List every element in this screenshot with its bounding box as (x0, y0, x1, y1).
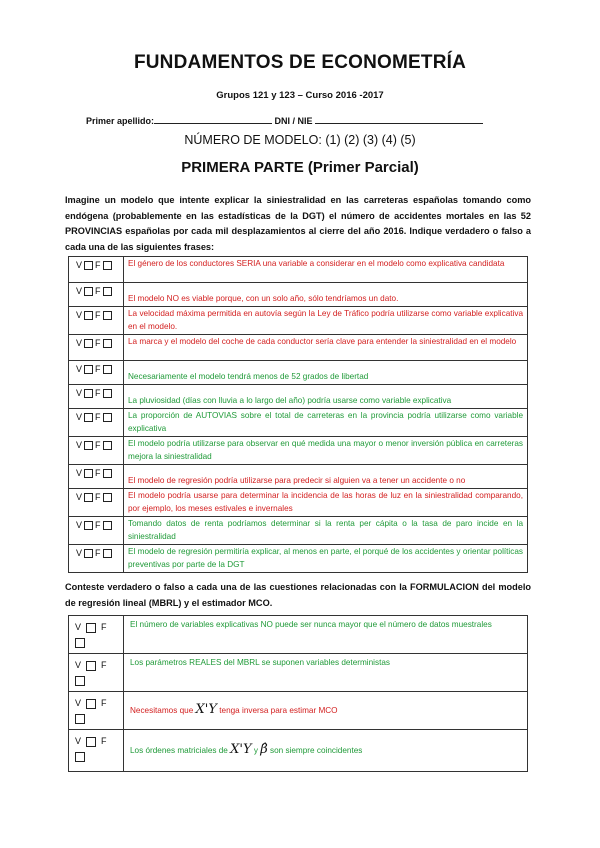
false-checkbox[interactable] (103, 261, 112, 270)
table-row (69, 283, 528, 307)
statement-text-content: La proporción de AUTOVIAS sobre el total de carreteras en la provincia podría utilizarse como variable explicativa (128, 411, 523, 433)
statement-text-content: La pluviosidad (días con lluvia a lo largo del año) podría usarse como variable explicativa (128, 395, 452, 405)
false-label: F (95, 440, 101, 450)
false-label: F (95, 338, 101, 348)
statement-text-content: El género de los conductores SERIA una variable a considerar en el modelo como explicativa candidata (128, 259, 505, 268)
statement-text (124, 654, 528, 692)
table-row (69, 517, 528, 545)
statement-text-content: Los parámetros REALES del MBRL se suponen variables deterministas (130, 658, 391, 667)
part-title: PRIMERA PARTE (Primer Parcial) (181, 159, 419, 176)
true-false-cell (69, 307, 124, 335)
false-checkbox[interactable] (75, 676, 85, 686)
true-checkbox[interactable] (84, 549, 93, 558)
true-false-cell (69, 409, 124, 437)
false-label: F (95, 286, 101, 296)
false-label: F (95, 310, 101, 320)
false-label: F (95, 468, 101, 478)
dni-blank[interactable] (315, 115, 483, 124)
statement-text (124, 361, 528, 385)
statement-text (124, 692, 528, 730)
table-row (69, 335, 528, 361)
false-label: F (95, 364, 101, 374)
section2-intro: Conteste verdadero o falso a cada una de las cuestiones relacionadas con la FORMULACION del modelo de regresión lineal (MBRL) y el estimador MCO. (65, 582, 531, 608)
true-false-cell (69, 361, 124, 385)
false-checkbox[interactable] (103, 441, 112, 450)
false-label: F (95, 260, 101, 270)
true-label: V (76, 310, 83, 320)
true-false-line (75, 696, 123, 711)
table-row (69, 361, 528, 385)
true-false-cell (69, 465, 124, 489)
table-row (69, 654, 528, 692)
true-checkbox[interactable] (84, 413, 93, 422)
statement-text (124, 465, 528, 489)
table-row (69, 307, 528, 335)
true-checkbox[interactable] (84, 441, 93, 450)
table-row (69, 385, 528, 409)
model-number-line: NÚMERO DE MODELO: (1) (2) (3) (4) (5) (184, 133, 416, 147)
table-row (69, 616, 528, 654)
false-label: F (95, 548, 101, 558)
false-checkbox[interactable] (103, 365, 112, 374)
statement-text-content: Tomando datos de renta podríamos determinar si la renta per cápita o la tasa de paro incide en la siniestralidad (128, 519, 523, 541)
true-checkbox[interactable] (84, 469, 93, 478)
true-label: V (76, 412, 83, 422)
true-false-cell (69, 257, 124, 283)
false-label: F (101, 622, 107, 632)
true-checkbox[interactable] (86, 661, 96, 671)
true-label: V (76, 440, 83, 450)
document-title: FUNDAMENTOS DE ECONOMETRÍA (133, 52, 467, 73)
true-label: V (76, 338, 83, 348)
true-false-cell (69, 545, 124, 573)
true-false-cell (69, 489, 124, 517)
false-checkbox[interactable] (103, 339, 112, 348)
true-label: V (75, 698, 82, 708)
table-row (69, 437, 528, 465)
table-row (69, 409, 528, 437)
statement-text (124, 517, 528, 545)
true-checkbox[interactable] (86, 737, 96, 747)
false-checkbox[interactable] (103, 389, 112, 398)
false-label: F (95, 520, 101, 530)
true-false-cell (69, 616, 124, 654)
surname-label: Primer apellido: (86, 116, 155, 126)
false-checkbox[interactable] (75, 752, 85, 762)
true-label: V (76, 260, 83, 270)
true-false-cell (69, 730, 124, 772)
false-checkbox[interactable] (75, 638, 85, 648)
section1-table (68, 256, 528, 573)
true-checkbox[interactable] (86, 699, 96, 709)
statement-text (124, 545, 528, 573)
statement-text-mid: y (251, 746, 261, 756)
true-checkbox[interactable] (84, 389, 93, 398)
true-label: V (75, 736, 82, 746)
true-false-cell (69, 385, 124, 409)
true-false-cell (69, 692, 124, 730)
statement-text-content: La velocidad máxima permitida en autovía según la Ley de Tráfico podría utilizarse como variable explicativa en el modelo. (128, 309, 523, 331)
true-label: V (76, 468, 83, 478)
statement-text-content: El modelo podría utilizarse para observar en qué medida una mayor o menor inversión pública en carreteras mejora la siniestralidad (128, 439, 523, 461)
false-label: F (95, 492, 101, 502)
statement-text (124, 385, 528, 409)
true-checkbox[interactable] (84, 493, 93, 502)
true-checkbox[interactable] (84, 521, 93, 530)
false-checkbox[interactable] (103, 521, 112, 530)
false-label: F (95, 388, 101, 398)
table-row (69, 692, 528, 730)
false-label: F (101, 698, 107, 708)
math-expression-beta-hat: β̂ (260, 742, 268, 758)
true-false-line (75, 734, 123, 749)
statement-text (124, 489, 528, 517)
dni-label: DNI / NIE (274, 116, 313, 126)
false-label: F (101, 736, 107, 746)
true-label: V (75, 660, 82, 670)
true-checkbox[interactable] (84, 311, 93, 320)
true-false-line (75, 658, 123, 673)
true-label: V (76, 388, 83, 398)
statement-text-post: son siempre coincidentes (267, 746, 363, 756)
student-id-line (86, 115, 483, 126)
statement-text-pre: Los órdenes matriciales de (130, 746, 231, 756)
table-row (69, 489, 528, 517)
statement-text (124, 409, 528, 437)
statement-text (124, 437, 528, 465)
true-checkbox[interactable] (84, 339, 93, 348)
table-row (69, 730, 528, 772)
statement-text-content: Necesariamente el modelo tendrá menos de 52 grados de libertad (128, 371, 369, 381)
true-false-cell (69, 283, 124, 307)
false-checkbox[interactable] (75, 714, 85, 724)
true-checkbox[interactable] (84, 261, 93, 270)
false-checkbox-line (75, 673, 123, 688)
table-row (69, 465, 528, 489)
true-label: V (76, 520, 83, 530)
course-subtitle: Grupos 121 y 123 – Curso 2016 -2017 (216, 90, 384, 101)
statement-text (124, 335, 528, 361)
true-false-cell (69, 517, 124, 545)
true-checkbox[interactable] (84, 365, 93, 374)
statement-text-post: tenga inversa para estimar MCO (216, 706, 338, 716)
false-checkbox[interactable] (103, 311, 112, 320)
math-expression: X'Y (230, 742, 252, 758)
true-false-cell (69, 654, 124, 692)
statement-text-content: La marca y el modelo del coche de cada conductor sería clave para entender la siniestralidad en el modelo (128, 337, 517, 346)
statement-text (124, 257, 528, 283)
true-label: V (75, 622, 82, 632)
surname-blank[interactable] (154, 115, 272, 124)
math-expression: X'Y (195, 702, 217, 718)
true-checkbox[interactable] (84, 287, 93, 296)
true-false-line (75, 620, 123, 635)
false-checkbox-line (75, 711, 123, 726)
false-label: F (101, 660, 107, 670)
false-checkbox-line (75, 635, 123, 650)
statement-text (124, 616, 528, 654)
section1-intro: Imagine un modelo que intente explicar la siniestralidad en las carreteras españolas tomando como endógena (probablemente en las estadísticas de la DGT) el número de accidentes mortales en las 52 PROVINCIAS españolas por cada mil desplazamientos al cierre del año 2016. Indique verdadero o falso a cada una de las siguientes frases: (65, 195, 531, 252)
statement-text (124, 283, 528, 307)
statement-text (124, 307, 528, 335)
false-checkbox[interactable] (103, 413, 112, 422)
table-row (69, 545, 528, 573)
true-false-cell (69, 437, 124, 465)
true-false-cell (69, 335, 124, 361)
statement-text-content: El número de variables explicativas NO puede ser nunca mayor que el número de datos muestrales (130, 620, 492, 629)
true-label: V (76, 492, 83, 502)
false-checkbox[interactable] (103, 493, 112, 502)
statement-text-content: El modelo de regresión podría utilizarse para predecir si alguien va a tener un accidente o no (128, 475, 466, 485)
false-label: F (95, 412, 101, 422)
statement-text (124, 730, 528, 772)
false-checkbox[interactable] (103, 549, 112, 558)
true-checkbox[interactable] (86, 623, 96, 633)
true-label: V (76, 364, 83, 374)
statement-text-content: El modelo NO es viable porque, con un solo año, sólo tendríamos un dato. (128, 293, 399, 303)
table-row (69, 257, 528, 283)
false-checkbox-line (75, 749, 123, 764)
true-label: V (76, 548, 83, 558)
statement-text-content: El modelo podría usarse para determinar la incidencia de las horas de luz en la siniestralidad comparando, por ejemplo, los meses estivales e invernales (128, 491, 523, 513)
statement-text-pre: Necesitamos que (130, 706, 196, 716)
statement-text-content: El modelo de regresión permitiría explicar, al menos en parte, el porqué de los accidentes y orientar políticas preventivas por parte de la DGT (128, 547, 523, 569)
section2-table (68, 615, 528, 772)
false-checkbox[interactable] (103, 469, 112, 478)
true-label: V (76, 286, 83, 296)
false-checkbox[interactable] (103, 287, 112, 296)
